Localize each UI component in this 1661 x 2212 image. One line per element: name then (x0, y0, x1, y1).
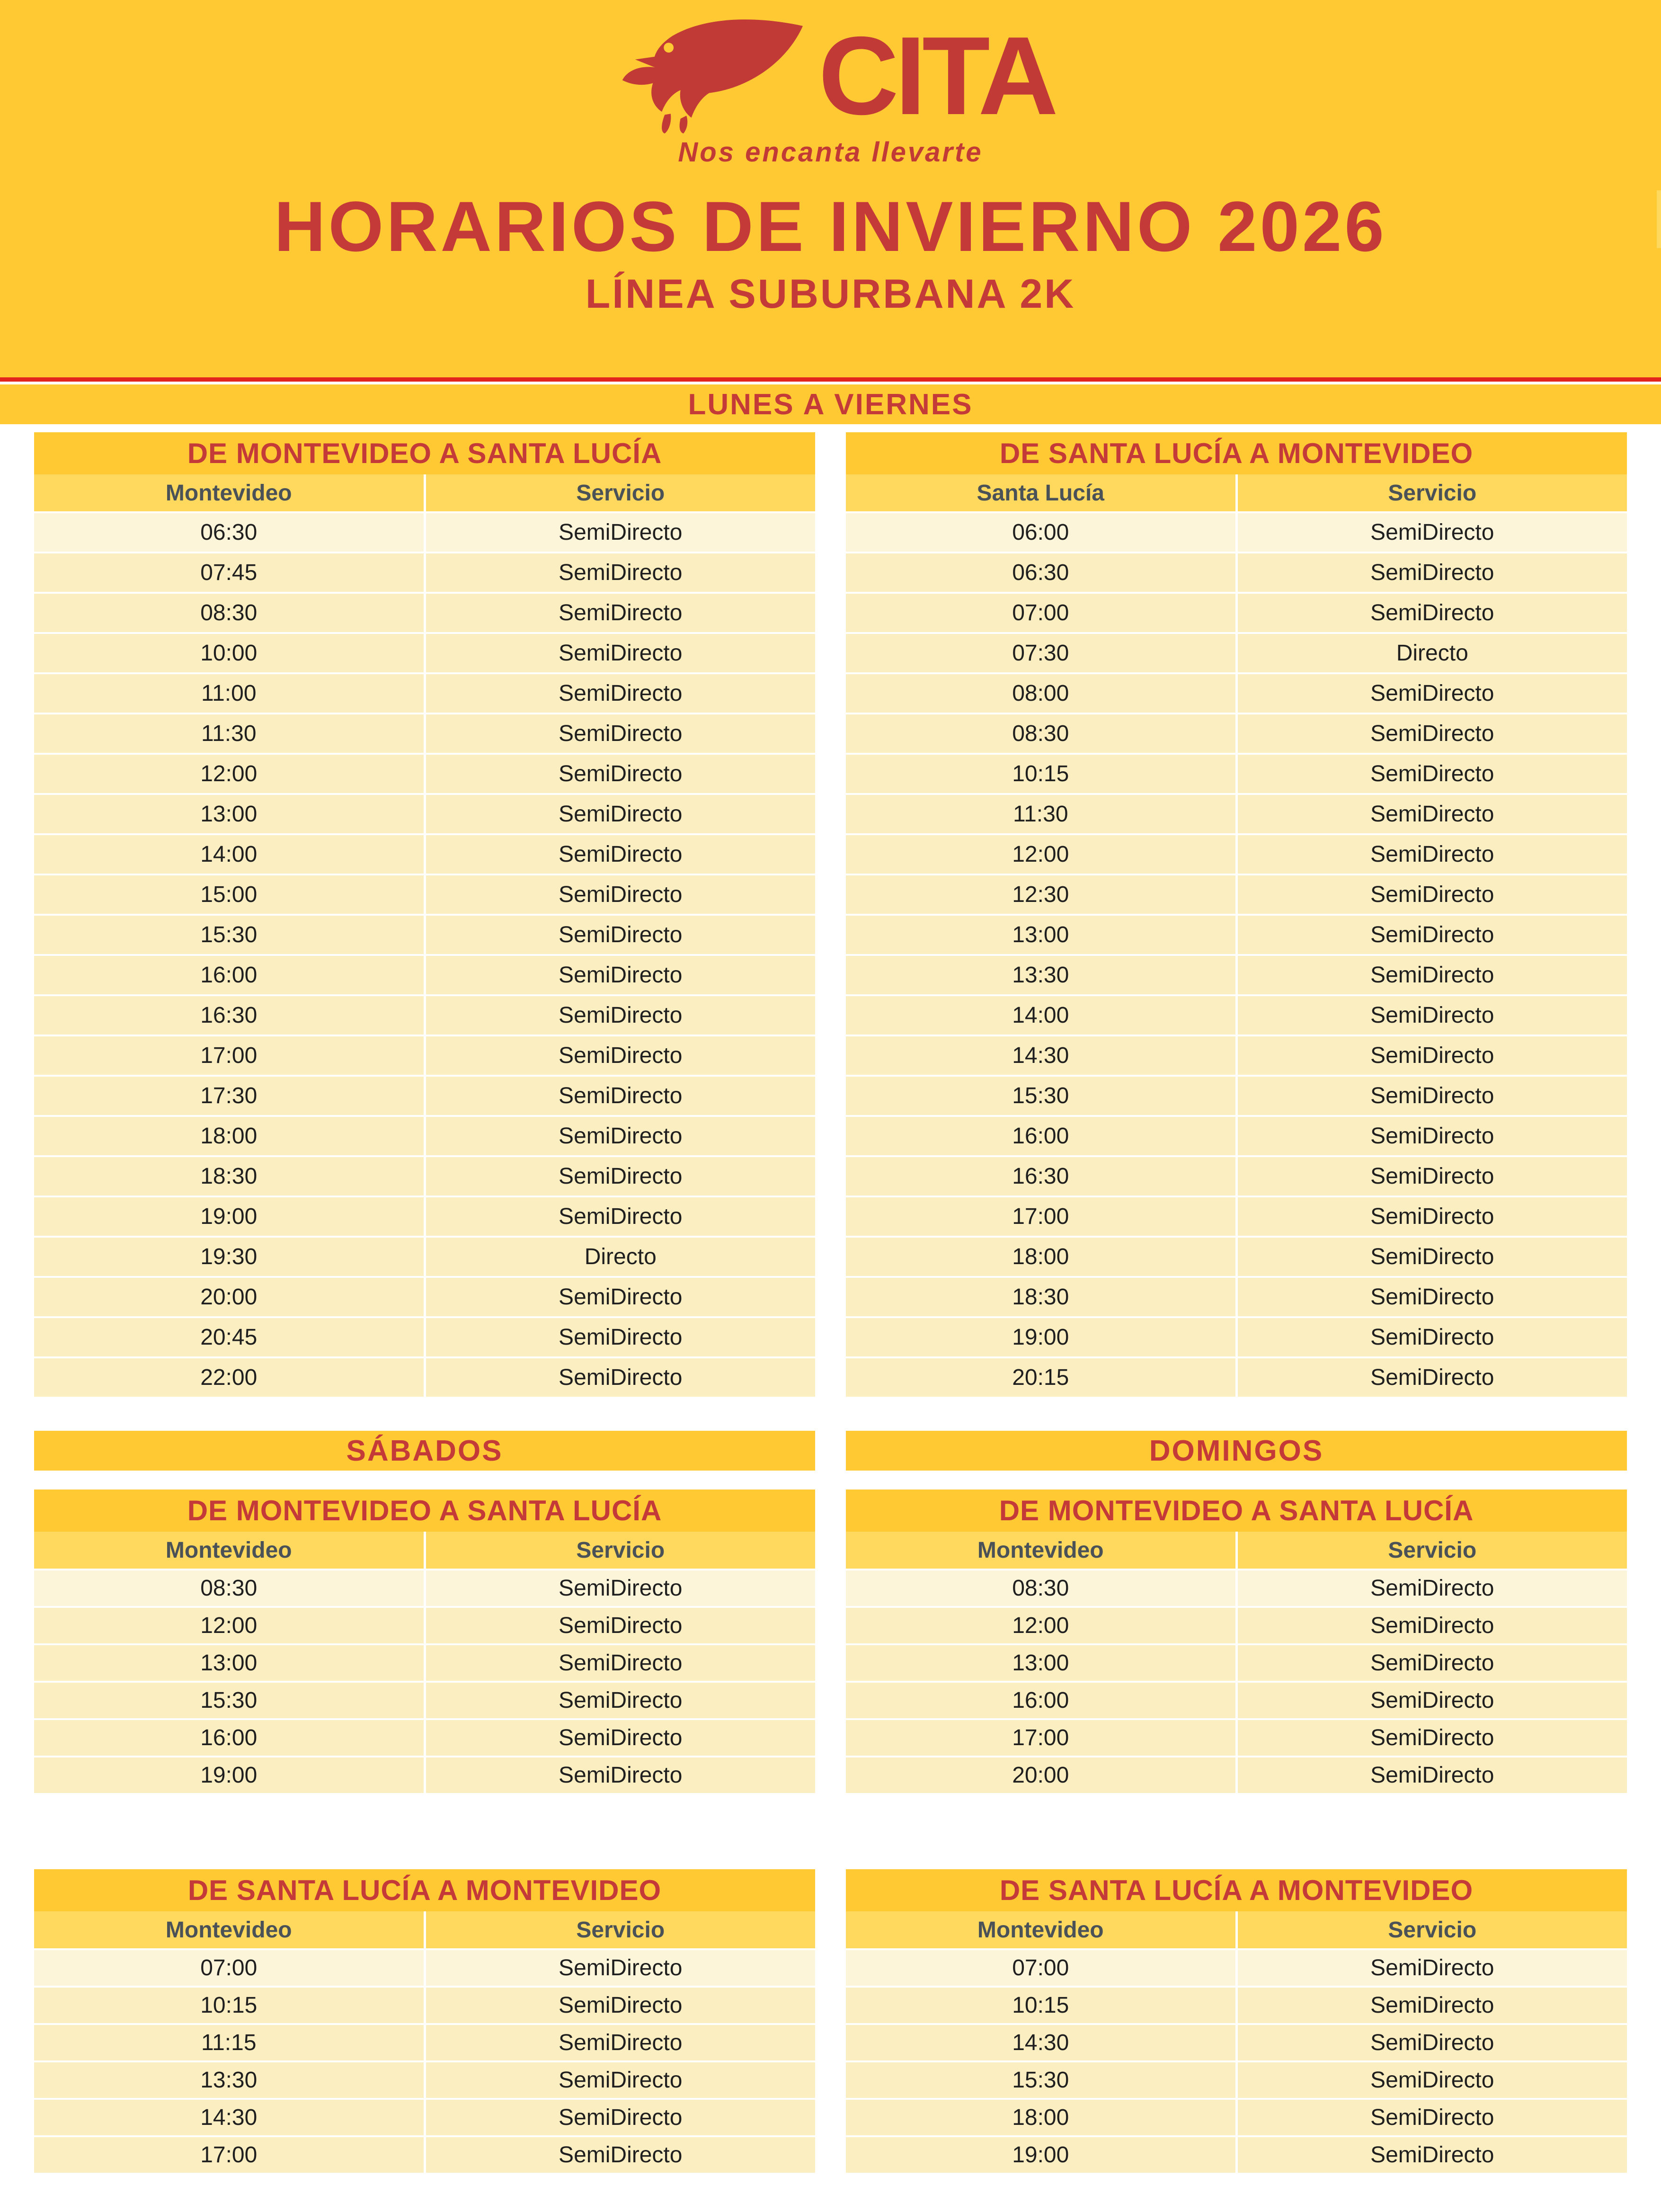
service-cell: SemiDirecto (426, 1318, 816, 1356)
time-cell: 13:30 (846, 956, 1235, 994)
time-cell: 14:30 (846, 1036, 1235, 1075)
table-row (34, 2025, 815, 2060)
service-cell: SemiDirecto (1238, 2025, 1627, 2060)
banner-saturdays: SÁBADOS (34, 1431, 815, 1471)
service-cell: SemiDirecto (1238, 1988, 1627, 2023)
time-cell: 11:15 (34, 2025, 424, 2060)
service-cell: SemiDirecto (426, 1720, 816, 1756)
time-cell: 06:30 (34, 513, 424, 552)
table-row (846, 956, 1627, 994)
table-row (34, 2100, 815, 2135)
time-cell: 19:30 (34, 1238, 424, 1276)
service-cell: SemiDirecto (1238, 1278, 1627, 1316)
time-cell: 20:45 (34, 1318, 424, 1356)
table-row (846, 1570, 1627, 1606)
table-body (34, 1570, 815, 1793)
table-row (34, 1197, 815, 1236)
time-cell: 19:00 (34, 1197, 424, 1236)
time-cell: 12:00 (34, 755, 424, 793)
time-cell: 13:30 (34, 2062, 424, 2098)
dove-icon (606, 16, 810, 134)
table-row (34, 1358, 815, 1397)
time-cell: 15:30 (34, 1683, 424, 1718)
table-title: DE SANTA LUCÍA A MONTEVIDEO (34, 1869, 815, 1911)
service-cell: SemiDirecto (1238, 1608, 1627, 1643)
service-cell: SemiDirecto (426, 1197, 816, 1236)
service-cell: SemiDirecto (426, 875, 816, 914)
table-row (846, 875, 1627, 914)
time-cell: 18:30 (34, 1157, 424, 1195)
table-row (846, 1757, 1627, 1793)
service-cell: Directo (426, 1238, 816, 1276)
table-weekday-mvd-to-santalucia (34, 432, 815, 1399)
column-header-service: Servicio (1238, 474, 1627, 511)
service-cell: SemiDirecto (1238, 1318, 1627, 1356)
service-cell: SemiDirecto (1238, 2062, 1627, 2098)
time-cell: 17:00 (34, 2137, 424, 2173)
service-cell: SemiDirecto (1238, 553, 1627, 592)
banner-sundays: DOMINGOS (846, 1431, 1627, 1471)
table-header-row (34, 1532, 815, 1569)
table-row (34, 916, 815, 954)
table-row (846, 2100, 1627, 2135)
time-cell: 15:00 (34, 875, 424, 914)
time-cell: 06:30 (846, 553, 1235, 592)
table-header-row (34, 474, 815, 511)
time-cell: 10:15 (846, 1988, 1235, 2023)
time-cell: 17:00 (846, 1720, 1235, 1756)
brand-tagline: Nos encanta llevarte (678, 137, 983, 168)
table-weekday-santalucia-to-mvd (846, 432, 1627, 1399)
table-row (34, 795, 815, 833)
table-row (846, 674, 1627, 713)
time-cell: 16:30 (34, 996, 424, 1035)
table-row (34, 513, 815, 552)
service-cell: SemiDirecto (1238, 1036, 1627, 1075)
time-cell: 07:00 (846, 594, 1235, 632)
column-header-origin: Montevideo (846, 1532, 1235, 1569)
table-row (846, 996, 1627, 1035)
table-row (34, 1988, 815, 2023)
time-cell: 08:30 (34, 594, 424, 632)
column-header-service: Servicio (426, 1911, 816, 1948)
service-cell: SemiDirecto (1238, 1238, 1627, 1276)
table-saturday-santalucia-to-mvd (34, 1869, 815, 2175)
service-cell: SemiDirecto (1238, 714, 1627, 753)
service-cell: SemiDirecto (426, 835, 816, 874)
service-cell: SemiDirecto (1238, 755, 1627, 793)
time-cell: 20:15 (846, 1358, 1235, 1397)
table-sunday-santalucia-to-mvd (846, 1869, 1627, 2175)
table-row (34, 1683, 815, 1718)
time-cell: 08:00 (846, 674, 1235, 713)
time-cell: 12:00 (34, 1608, 424, 1643)
service-cell: SemiDirecto (1238, 1358, 1627, 1397)
time-cell: 17:00 (34, 1036, 424, 1075)
table-row (846, 1645, 1627, 1681)
time-cell: 19:00 (846, 2137, 1235, 2173)
time-cell: 18:30 (846, 1278, 1235, 1316)
table-row (846, 1197, 1627, 1236)
service-cell: SemiDirecto (1238, 1950, 1627, 1986)
table-header-row (846, 1532, 1627, 1569)
service-cell: SemiDirecto (426, 2062, 816, 2098)
time-cell: 16:00 (34, 1720, 424, 1756)
service-cell: SemiDirecto (1238, 1720, 1627, 1756)
time-cell: 18:00 (846, 2100, 1235, 2135)
table-row (34, 1645, 815, 1681)
column-header-service: Servicio (426, 1532, 816, 1569)
table-row (846, 2062, 1627, 2098)
table-row (34, 1157, 815, 1195)
time-cell: 14:00 (34, 835, 424, 874)
time-cell: 15:30 (846, 1077, 1235, 1115)
table-row (846, 1157, 1627, 1195)
service-cell: SemiDirecto (426, 1683, 816, 1718)
table-row (846, 835, 1627, 874)
time-cell: 22:00 (34, 1358, 424, 1397)
time-cell: 14:30 (846, 2025, 1235, 2060)
service-cell: SemiDirecto (1238, 1117, 1627, 1155)
table-row (34, 996, 815, 1035)
table-row (34, 1278, 815, 1316)
table-row (846, 1720, 1627, 1756)
divider-line (0, 377, 1661, 382)
table-row (34, 956, 815, 994)
service-cell: SemiDirecto (1238, 835, 1627, 874)
time-cell: 20:00 (846, 1757, 1235, 1793)
time-cell: 19:00 (34, 1757, 424, 1793)
table-row (34, 2137, 815, 2173)
table-row (846, 513, 1627, 552)
service-cell: SemiDirecto (1238, 1570, 1627, 1606)
column-header-service: Servicio (1238, 1911, 1627, 1948)
service-cell: SemiDirecto (426, 674, 816, 713)
service-cell: SemiDirecto (1238, 956, 1627, 994)
service-cell: SemiDirecto (1238, 2137, 1627, 2173)
service-cell: SemiDirecto (426, 755, 816, 793)
table-body (34, 513, 815, 1397)
time-cell: 07:30 (846, 634, 1235, 672)
table-row (34, 875, 815, 914)
service-cell: SemiDirecto (426, 1988, 816, 2023)
service-cell: SemiDirecto (426, 553, 816, 592)
table-row (34, 553, 815, 592)
time-cell: 15:30 (34, 916, 424, 954)
service-cell: SemiDirecto (426, 1358, 816, 1397)
service-cell: SemiDirecto (426, 996, 816, 1035)
time-cell: 10:00 (34, 634, 424, 672)
service-cell: SemiDirecto (426, 1157, 816, 1195)
service-cell: SemiDirecto (426, 2025, 816, 2060)
table-header-row (34, 1911, 815, 1948)
service-cell: SemiDirecto (1238, 996, 1627, 1035)
column-header-service: Servicio (1238, 1532, 1627, 1569)
table-row (846, 594, 1627, 632)
time-cell: 13:00 (846, 1645, 1235, 1681)
time-cell: 16:00 (34, 956, 424, 994)
table-row (34, 1570, 815, 1606)
time-cell: 11:30 (846, 795, 1235, 833)
service-cell: SemiDirecto (1238, 1077, 1627, 1115)
time-cell: 12:00 (846, 835, 1235, 874)
service-cell: Directo (1238, 634, 1627, 672)
time-cell: 08:30 (846, 1570, 1235, 1606)
time-cell: 13:00 (846, 916, 1235, 954)
service-cell: SemiDirecto (1238, 1645, 1627, 1681)
service-cell: SemiDirecto (426, 1608, 816, 1643)
table-row (34, 1757, 815, 1793)
banner-weekdays: LUNES A VIERNES (0, 384, 1661, 424)
table-row (846, 1278, 1627, 1316)
time-cell: 16:30 (846, 1157, 1235, 1195)
poster-header (0, 0, 1661, 378)
time-cell: 13:00 (34, 795, 424, 833)
table-row (846, 795, 1627, 833)
time-cell: 10:15 (846, 755, 1235, 793)
table-row (846, 755, 1627, 793)
service-cell: SemiDirecto (1238, 1157, 1627, 1195)
page-title: HORARIOS DE INVIERNO 2026 (274, 187, 1387, 266)
service-cell: SemiDirecto (1238, 674, 1627, 713)
service-cell: SemiDirecto (426, 1036, 816, 1075)
column-header-origin: Montevideo (846, 1911, 1235, 1948)
table-sunday-mvd-to-santalucia (846, 1490, 1627, 1795)
table-row (846, 714, 1627, 753)
service-cell: SemiDirecto (426, 2137, 816, 2173)
time-cell: 12:00 (846, 1608, 1235, 1643)
table-row (846, 1077, 1627, 1115)
service-cell: SemiDirecto (1238, 1757, 1627, 1793)
service-cell: SemiDirecto (1238, 795, 1627, 833)
service-cell: SemiDirecto (426, 916, 816, 954)
table-row (34, 634, 815, 672)
time-cell: 16:00 (846, 1683, 1235, 1718)
table-row (34, 674, 815, 713)
table-header-row (846, 474, 1627, 511)
table-row (846, 2025, 1627, 2060)
time-cell: 13:00 (34, 1645, 424, 1681)
table-title: DE SANTA LUCÍA A MONTEVIDEO (846, 1869, 1627, 1911)
service-cell: SemiDirecto (426, 2100, 816, 2135)
service-cell: SemiDirecto (426, 594, 816, 632)
service-cell: SemiDirecto (426, 1645, 816, 1681)
time-cell: 17:00 (846, 1197, 1235, 1236)
table-row (846, 1117, 1627, 1155)
time-cell: 11:30 (34, 714, 424, 753)
table-row (34, 755, 815, 793)
service-cell: SemiDirecto (1238, 2100, 1627, 2135)
time-cell: 10:15 (34, 1988, 424, 2023)
table-saturday-mvd-to-santalucia (34, 1490, 815, 1795)
page-subtitle: LÍNEA SUBURBANA 2K (585, 271, 1076, 317)
table-header-row (846, 1911, 1627, 1948)
service-cell: SemiDirecto (1238, 594, 1627, 632)
service-cell: SemiDirecto (426, 1757, 816, 1793)
time-cell: 08:30 (34, 1570, 424, 1606)
time-cell: 07:00 (846, 1950, 1235, 1986)
edge-tab-decoration (1657, 190, 1661, 248)
service-cell: SemiDirecto (426, 513, 816, 552)
table-row (846, 1358, 1627, 1397)
table-row (34, 714, 815, 753)
column-header-origin: Santa Lucía (846, 474, 1235, 511)
table-body (34, 1950, 815, 2173)
time-cell: 07:45 (34, 553, 424, 592)
table-row (846, 1318, 1627, 1356)
service-cell: SemiDirecto (426, 1278, 816, 1316)
service-cell: SemiDirecto (426, 1117, 816, 1155)
table-row (34, 1318, 815, 1356)
time-cell: 16:00 (846, 1117, 1235, 1155)
time-cell: 12:30 (846, 875, 1235, 914)
table-row (846, 1036, 1627, 1075)
service-cell: SemiDirecto (1238, 513, 1627, 552)
table-row (34, 1036, 815, 1075)
table-row (34, 1950, 815, 1986)
table-title: DE MONTEVIDEO A SANTA LUCÍA (34, 432, 815, 474)
table-title: DE SANTA LUCÍA A MONTEVIDEO (846, 432, 1627, 474)
table-row (846, 916, 1627, 954)
table-row (34, 1720, 815, 1756)
service-cell: SemiDirecto (426, 1570, 816, 1606)
time-cell: 18:00 (34, 1117, 424, 1155)
service-cell: SemiDirecto (426, 634, 816, 672)
table-row (34, 1117, 815, 1155)
time-cell: 06:00 (846, 513, 1235, 552)
service-cell: SemiDirecto (426, 714, 816, 753)
time-cell: 20:00 (34, 1278, 424, 1316)
table-row (846, 1238, 1627, 1276)
time-cell: 19:00 (846, 1318, 1235, 1356)
table-title: DE MONTEVIDEO A SANTA LUCÍA (846, 1490, 1627, 1532)
table-row (846, 553, 1627, 592)
column-header-origin: Montevideo (34, 1532, 424, 1569)
column-header-origin: Montevideo (34, 1911, 424, 1948)
table-row (34, 1238, 815, 1276)
service-cell: SemiDirecto (1238, 1197, 1627, 1236)
time-cell: 17:30 (34, 1077, 424, 1115)
service-cell: SemiDirecto (426, 795, 816, 833)
table-body (846, 1570, 1627, 1793)
table-body (846, 513, 1627, 1397)
time-cell: 15:30 (846, 2062, 1235, 2098)
table-row (34, 1077, 815, 1115)
brand-logo (0, 13, 1661, 138)
table-row (34, 835, 815, 874)
table-row (846, 1608, 1627, 1643)
brand-name: CITA (818, 13, 1055, 138)
table-row (846, 2137, 1627, 2173)
table-body (846, 1950, 1627, 2173)
service-cell: SemiDirecto (1238, 875, 1627, 914)
column-header-service: Servicio (426, 474, 816, 511)
service-cell: SemiDirecto (426, 1077, 816, 1115)
table-row (846, 634, 1627, 672)
service-cell: SemiDirecto (1238, 916, 1627, 954)
table-row (34, 594, 815, 632)
table-title: DE MONTEVIDEO A SANTA LUCÍA (34, 1490, 815, 1532)
time-cell: 11:00 (34, 674, 424, 713)
service-cell: SemiDirecto (426, 1950, 816, 1986)
time-cell: 08:30 (846, 714, 1235, 753)
table-row (34, 1608, 815, 1643)
table-row (846, 1683, 1627, 1718)
column-header-origin: Montevideo (34, 474, 424, 511)
table-row (34, 2062, 815, 2098)
service-cell: SemiDirecto (426, 956, 816, 994)
time-cell: 14:30 (34, 2100, 424, 2135)
table-row (846, 1950, 1627, 1986)
time-cell: 14:00 (846, 996, 1235, 1035)
service-cell: SemiDirecto (1238, 1683, 1627, 1718)
table-row (846, 1988, 1627, 2023)
time-cell: 18:00 (846, 1238, 1235, 1276)
time-cell: 07:00 (34, 1950, 424, 1986)
